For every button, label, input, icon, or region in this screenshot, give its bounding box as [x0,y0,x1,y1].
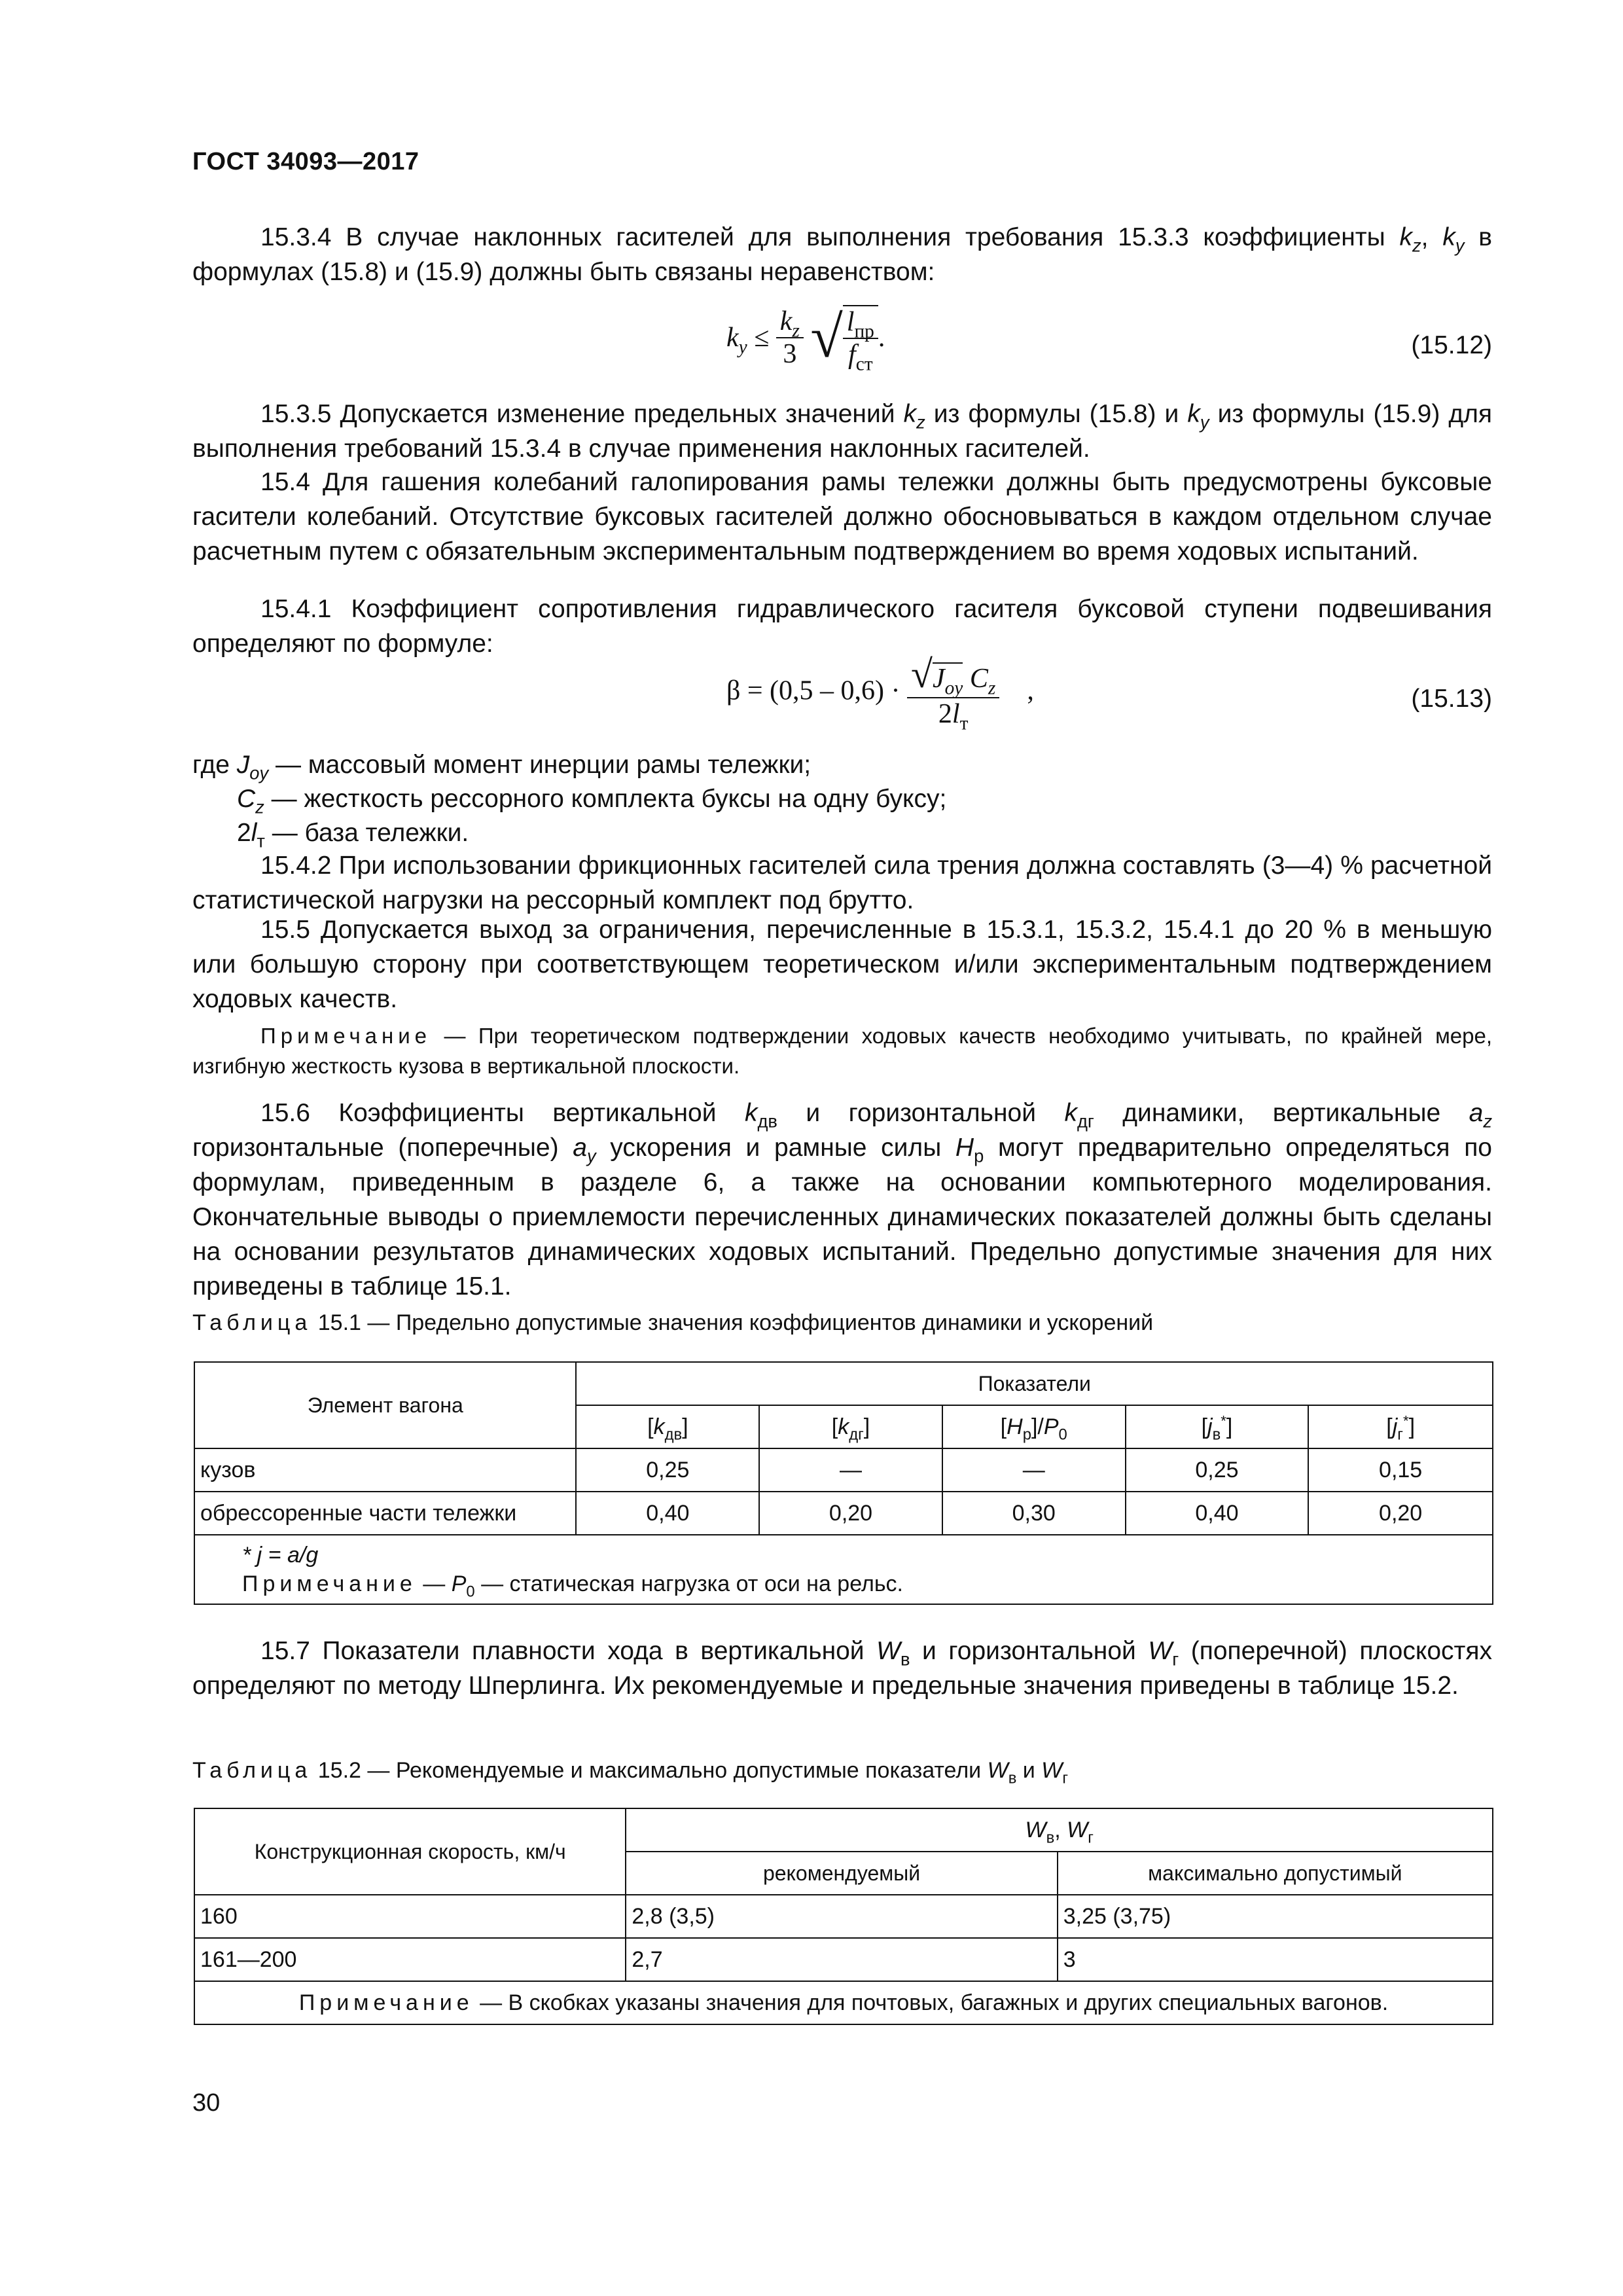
table-header-recommended: рекомендуемый [626,1852,1057,1895]
table-header-jv: $[j_в^*]$ [1126,1405,1309,1448]
where-joy: где $J_{oy}$ — массовый момент инерции рамы тележки; [192,751,812,783]
table-header-kdg: $[k_{дг}]$ [759,1405,942,1448]
table-cell: — [942,1448,1126,1492]
table-cell: 0,30 [942,1492,1126,1535]
paragraph-15-5: 15.5 Допускается выход за ограничения, перечисленные в 15.3.1, 15.3.2, 15.4.1 до 20 % в меньшую или большую сторону при соответствующем теоретическом и/или экспериментальным подтверждением ходовых качеств. [192,916,1492,1013]
table-cell: 3 [1058,1938,1493,1981]
table-cell: 0,25 [1126,1448,1309,1492]
table-row [194,1938,1493,1981]
table-header-kdv: $[k_{дв}]$ [576,1405,759,1448]
table-row [194,1895,1493,1938]
table-15-1-footnote: * j = a/g [242,1543,319,1568]
table-header-speed: Конструкционная скорость, км/ч [194,1808,626,1895]
note-15-5: Примечание — При теоретическом подтверждении ходовых качеств необходимо учитывать, по крайней мере, изгибную жесткость кузова в вертикальной плоскости. [192,1024,1492,1078]
formula-15-12: $k_y$ ≤ $\frac{k_z}{3}$ √ $\frac{l_{пр}}{f_{ст}}$ . [726,305,885,375]
table-15-2 [194,1808,1493,2025]
where-cz: $C_z$ — жесткость рессорного комплекта буксы на одну буксу; [237,785,947,817]
table-15-2-caption: Таблица 15.2 — Рекомендуемые и максимально допустимые показатели $W_в$ и $W_г$ [192,1758,1069,1787]
table-header-wv-wg: $W_в$, $W_г$ [626,1808,1493,1852]
table-header-element: Элемент вагона [194,1362,576,1448]
paragraph-15-3-4: 15.3.4 В случае наклонных гасителей для выполнения требования 15.3.3 коэффициенты $k_z$, $k_y$ в формулах (15.8) и (15.9) должны быть связаны неравенством: [192,223,1493,286]
paragraph-15-7: 15.7 Показатели плавности хода в вертикальной $W_в$ и горизонтальной $W_г$ (поперечной) плоскостях определяют по методу Шперлинга. Их рекомендуемые и предельные значения приведены в таблице 15.2. [192,1637,1492,1700]
table-cell: 161—200 [194,1938,626,1981]
table-cell: 3,25 (3,75) [1058,1895,1493,1938]
table-cell: 0,20 [1308,1492,1493,1535]
table-cell: 2,8 (3,5) [626,1895,1057,1938]
table-row [194,1448,1493,1492]
table-cell: 0,40 [576,1492,759,1535]
table-header-indicators: Показатели [576,1362,1493,1405]
paragraph-15-3-5: 15.3.5 Допускается изменение предельных значений $k_z$ из формулы (15.8) и $k_y$ из формулы (15.9) для выполнения требований 15.3.4 в случае применения наклонных гасителей. [192,400,1492,463]
paragraph-15-6: 15.6 Коэффициенты вертикальной $k_{дв}$ и горизонтальной $k_{дг}$ динамики, вертикальные $a_z$ горизонтальные (поперечные) $a_y$ ускорения и рамные силы $H_р$ могут предварительно определяться по формулам, приведенным в разделе 6, а также на основании компьютерного моделирования. Окончательные выводы о приемлемости перечисленных динамических показателей должны быть сделаны на основании результатов динамических ходовых испытаний. Предельно допустимые значения для них приведены в таблице 15.1. [192,1099,1492,1300]
formula-number-15-12: (15.12) [1411,331,1492,359]
table-cell: 0,15 [1308,1448,1493,1492]
table-cell: обрессоренные части тележки [194,1492,576,1535]
table-cell: 2,7 [626,1938,1057,1981]
paragraph-15-4-1: 15.4.1 Коэффициент сопротивления гидравлического гасителя буксовой ступени подвешивания определяют по формуле: [192,595,1492,658]
table-cell: 160 [194,1895,626,1938]
table-cell: 0,20 [759,1492,942,1535]
table-header-hp-p0: $[H_р]/P_0$ [942,1405,1126,1448]
table-15-2-note: Примечание — В скобках указаны значения для почтовых, багажных и других специальных вагонов. [194,1981,1493,2024]
table-cell: — [759,1448,942,1492]
table-cell: 0,25 [576,1448,759,1492]
table-header-jg: $[j_г^*]$ [1308,1405,1493,1448]
paragraph-15-4-2: 15.4.2 При использовании фрикционных гасителей сила трения должна составлять (3—4) % расчетной статистической нагрузки на рессорный комплект под брутто. [192,852,1492,914]
table-15-1-footer [194,1535,1493,1604]
table-cell: кузов [194,1448,576,1492]
document-header: ГОСТ 34093—2017 [192,148,419,175]
table-cell: 0,40 [1126,1492,1309,1535]
table-header-max: максимально допустимый [1058,1852,1493,1895]
page-number: 30 [192,2089,221,2117]
paragraph-15-4: 15.4 Для гашения колебаний галопирования рамы тележки должны быть предусмотрены буксовые гасители колебаний. Отсутствие буксовых гасителей должно обосновываться в каждом отдельном случае расчетным путем с обязательным экспериментальным подтверждением во время ходовых испытаний. [192,468,1492,565]
table-15-1 [194,1361,1493,1605]
table-15-1-caption: Таблица 15.1 — Предельно допустимые значения коэффициентов динамики и ускорений [192,1310,1154,1335]
table-row [194,1492,1493,1535]
formula-number-15-13: (15.13) [1411,685,1492,713]
formula-15-13: β = (0,5 – 0,6) · $\frac{√J_{oy} C_z}{2l_т}$ , [726,653,1034,734]
table-15-1-note: Примечание — $P_0$ — статическая нагрузка от оси на рельс. [242,1571,903,1601]
where-lt: $2l_т$ — база тележки. [237,819,469,852]
